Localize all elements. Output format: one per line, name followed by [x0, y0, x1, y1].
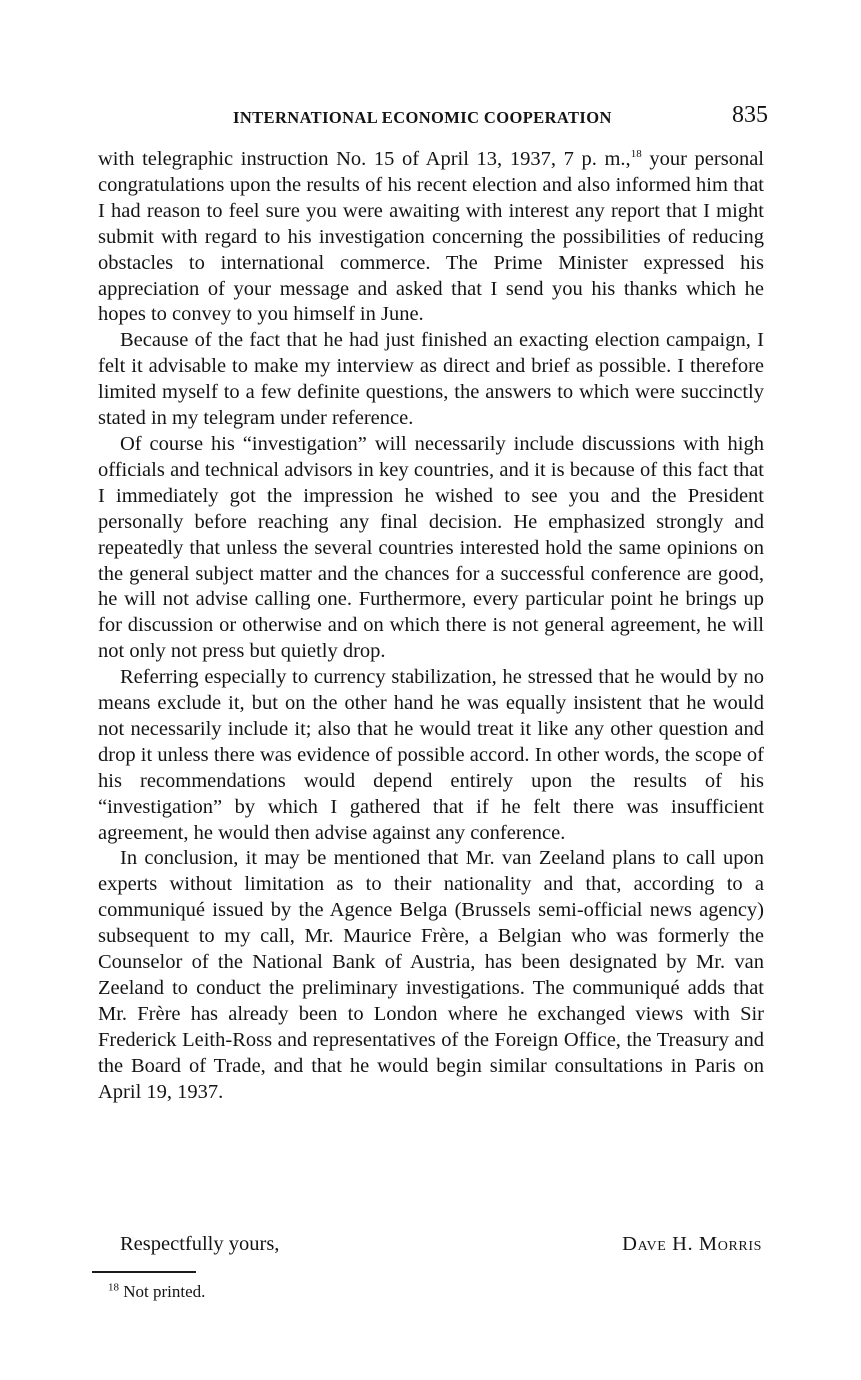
paragraph-4: Referring especially to currency stabilization, he stressed that he would by no means exclude it, but on the other hand he was equally insistent that he would not necessarily include it; also that he would treat it like any other question and drop it unless there was evidence of possible accord. In other words, the scope of his recommendations would depend entirely upon the results of his “investigation” by which I gathered that if he felt there was insufficient agreement, he would then advise against any conference. — [98, 666, 764, 844]
paragraph-1-text-b: your personal congratulations upon the results of his recent election and also informed him that I had reason to feel sure you were awaiting with interest any report that I might submit with regard to his investigation concerning the possibilities of reducing obstacles to international commerce. The Prime Minister expressed his appreciation of your message and asked that I send you his thanks which he hopes to convey to you himself in June. — [98, 148, 764, 326]
paragraph-2: Because of the fact that he had just finished an exacting election campaign, I felt it advisable to make my interview as direct and brief as possible. I therefore limited myself to a few definite questions, the answers to which were succinctly stated in my telegram under reference. — [98, 329, 764, 430]
signature-line — [98, 1233, 764, 1261]
page-number: 835 — [732, 102, 768, 128]
signer-name: Dave H. Morris — [622, 1233, 762, 1255]
footnote-divider — [92, 1271, 196, 1273]
letter-body — [98, 147, 764, 1106]
footnote-reference: 18 — [630, 148, 642, 161]
closing-salutation: Respectfully yours, — [120, 1233, 280, 1255]
paragraph-3: Of course his “investigation” will necessarily include discussions with high officials and technical advisors in key countries, and it is because of this fact that I immediately got the impression he wished to see you and the President personally before reaching any final decision. He emphasized strongly and repeatedly that unless the several countries interested hold the same opinions on the general subject matter and the chances for a successful conference are good, he will not advise calling one. Furthermore, every particular point he brings up for discussion or otherwise and on which there is not general agreement, he will not only not press but quietly drop. — [98, 432, 764, 663]
paragraph-1-text-a: with telegraphic instruction No. 15 of April 13, 1937, 7 p. m., — [98, 148, 631, 170]
footnote-text: Not printed. — [119, 1282, 206, 1301]
running-header — [98, 100, 768, 134]
paragraph-1 — [98, 147, 764, 328]
footnote — [108, 1282, 205, 1302]
footnote-marker: 18 — [108, 1281, 119, 1294]
paragraph-5: In conclusion, it may be mentioned that Mr. van Zeeland plans to call upon experts without limitation as to their nationality and that, according to a communiqué issued by the Agence Belga (Brussels semi-official news agency) subsequent to my call, Mr. Maurice Frère, a Belgian who was formerly the Counselor of the National Bank of Austria, has been designated by Mr. van Zeeland to conduct the preliminary investigations. The communiqué adds that Mr. Frère has already been to London where he exchanged views with Sir Frederick Leith-Ross and representatives of the Foreign Office, the Treasury and the Board of Trade, and that he would begin similar consultations in Paris on April 19, 1937. — [98, 847, 764, 1103]
running-title: INTERNATIONAL ECONOMIC COOPERATION — [233, 108, 612, 127]
